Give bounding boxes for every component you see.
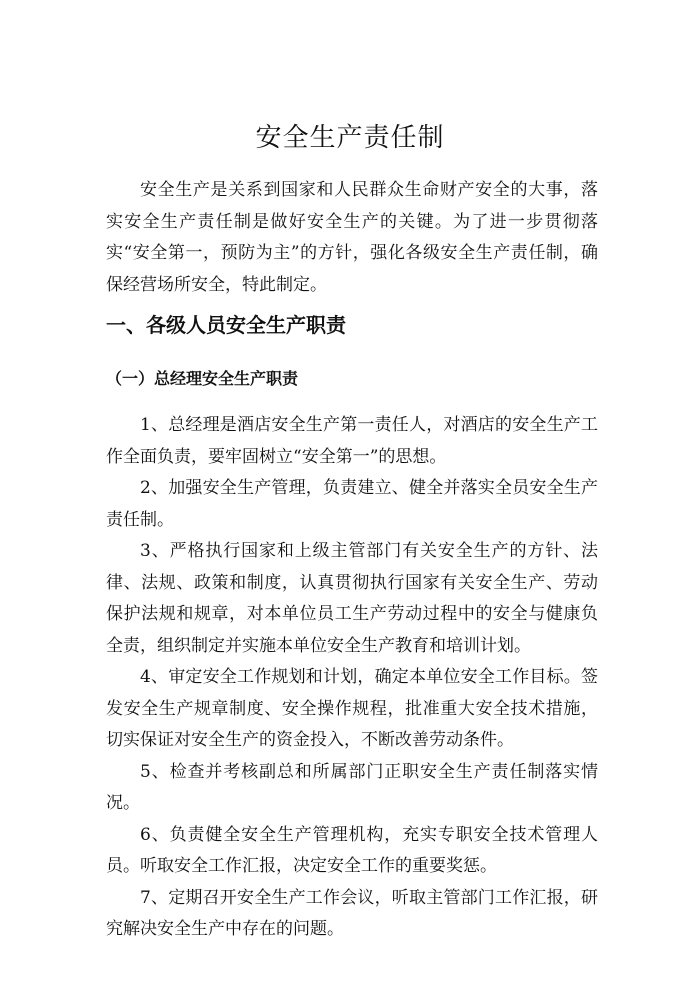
duty-item: 5、检查并考核副总和所属部门正职安全生产责任制落实情况。 <box>106 761 598 813</box>
intro-paragraph-block <box>106 175 598 301</box>
subsection-heading: （一）总经理安全生产职责 <box>106 369 299 388</box>
document-title: 安全生产责任制 <box>255 123 445 153</box>
duty-item: 6、负责健全安全生产管理机构，充实专职安全技术管理人员。听取安全工作汇报，决定安全工作的重要奖惩。 <box>106 824 598 876</box>
duty-item: 1、总经理是酒店安全生产第一责任人，对酒店的安全生产工作全面负责，要牢固树立“安全第一”的思想。 <box>106 415 598 467</box>
duty-item: 7、定期召开安全生产工作会议，听取主管部门工作汇报，研究解决安全生产中存在的问题。 <box>106 887 598 939</box>
duties-list <box>106 410 598 946</box>
intro-paragraph: 安全生产是关系到国家和人民群众生命财产安全的大事，落实安全生产责任制是做好安全生产的关键。为了进一步贯彻落实“安全第一，预防为主”的方针，强化各级安全生产责任制，确保经营场所安全，特此制定。 <box>106 180 598 295</box>
section-heading: 一、各级人员安全生产职责 <box>106 313 346 337</box>
duty-item: 2、加强安全生产管理，负责建立、健全并落实全员安全生产责任制。 <box>106 478 598 530</box>
duty-item: 4、审定安全工作规划和计划，确定本单位安全工作目标。签发安全生产规章制度、安全操作规程，批准重大安全技术措施，切实保证对安全生产的资金投入，不断改善劳动条件。 <box>106 667 598 750</box>
duty-item: 3、严格执行国家和上级主管部门有关安全生产的方针、法律、法规、政策和制度，认真贯彻执行国家有关安全生产、劳动保护法规和规章，对本单位员工生产劳动过程中的安全与健康负全责，组织制定并实施本单位安全生产教育和培训计划。 <box>106 541 598 656</box>
